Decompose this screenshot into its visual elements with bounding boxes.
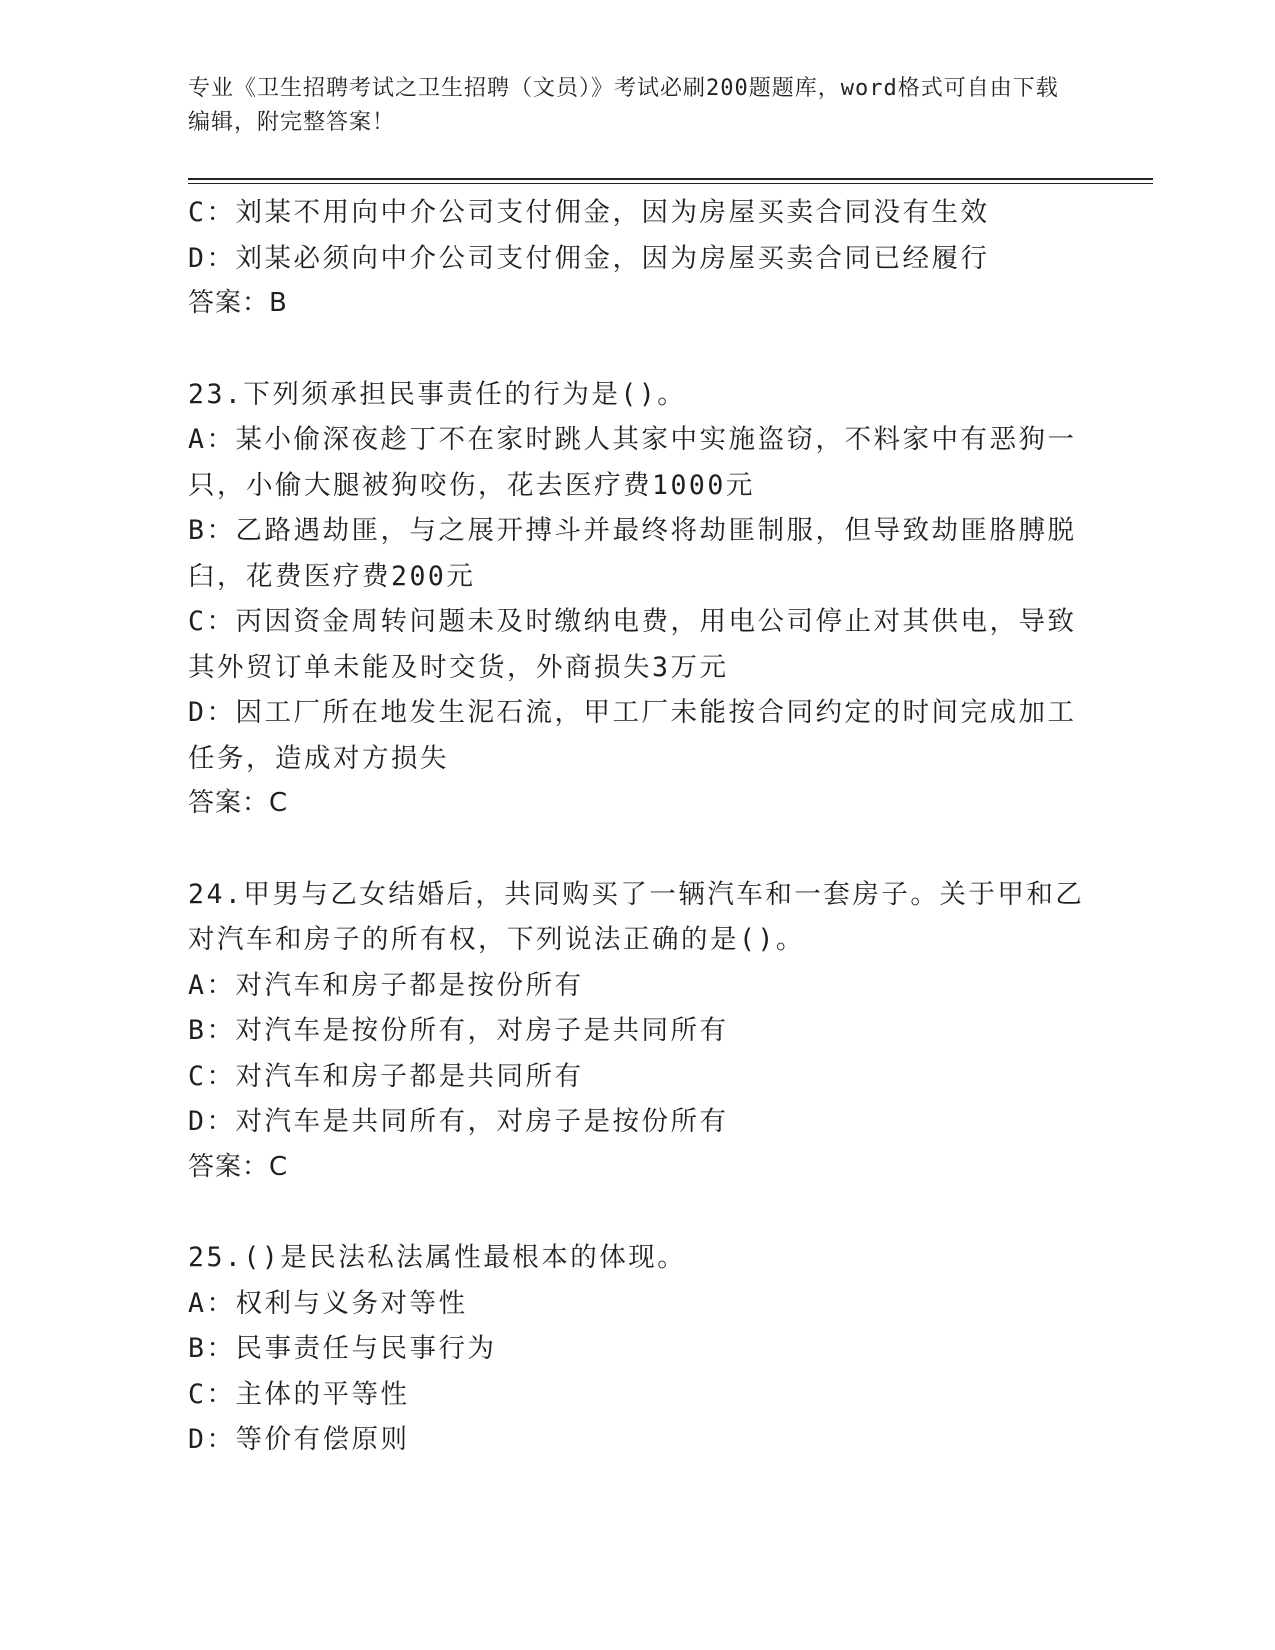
question-23 [188, 372, 1088, 827]
option-b: B：民事责任与民事行为 [188, 1333, 497, 1364]
option-a: A：对汽车和房子都是按份所有 [188, 969, 584, 1001]
document-header: 专业《卫生招聘考试之卫生招聘（文员）》考试必刷200题题库，word格式可自由下载编辑，附完整答案！ [188, 76, 1059, 135]
option-c: C：刘某不用向中介公司支付佣金，因为房屋买卖合同没有生效 [188, 197, 990, 228]
header-divider [188, 178, 1153, 180]
option-d: D：刘某必须向中介公司支付佣金，因为房屋买卖合同已经履行 [188, 242, 990, 274]
option-a: A：某小偷深夜趁丁不在家时跳人其家中实施盗窃，不料家中有恶狗一只，小偷大腿被狗咬伤，花去医疗费1000元 [188, 424, 1077, 501]
answer: 答案：C [188, 1151, 289, 1182]
option-c: C：对汽车和房子都是共同所有 [188, 1060, 584, 1092]
option-d: D：因工厂所在地发生泥石流，甲工厂未能按合同约定的时间完成加工任务，造成对方损失 [188, 697, 1077, 774]
question-24 [188, 872, 1088, 1191]
option-a: A：权利与义务对等性 [188, 1287, 468, 1319]
option-b: B：乙路遇劫匪，与之展开搏斗并最终将劫匪制服，但导致劫匪胳膊脱臼，花费医疗费200元 [188, 515, 1077, 592]
answer: 答案：B [188, 288, 288, 318]
answer: 答案：C [188, 788, 289, 818]
document-body [188, 190, 1088, 1463]
spacer [188, 827, 1088, 872]
option-d: D：对汽车是共同所有，对房子是按份所有 [188, 1106, 729, 1137]
header-divider-thin [188, 183, 1153, 184]
option-c: C：丙因资金周转问题未及时缴纳电费，用电公司停止对其供电，导致其外贸订单未能及时交货，外商损失3万元 [188, 606, 1077, 683]
option-b: B：对汽车是按份所有，对房子是共同所有 [188, 1015, 729, 1046]
spacer [188, 1190, 1088, 1235]
spacer [188, 327, 1088, 372]
question-stem: 24.甲男与乙女结婚后，共同购买了一辆汽车和一套房子。关于甲和乙对汽车和房子的所有权，下列说法正确的是()。 [188, 878, 1085, 955]
question-25 [188, 1235, 1088, 1463]
question-stem: 25.()是民法私法属性最根本的体现。 [188, 1242, 687, 1273]
option-d: D：等价有偿原则 [188, 1424, 410, 1455]
option-c: C：主体的平等性 [188, 1378, 410, 1410]
question-stem: 23.下列须承担民事责任的行为是()。 [188, 378, 687, 410]
